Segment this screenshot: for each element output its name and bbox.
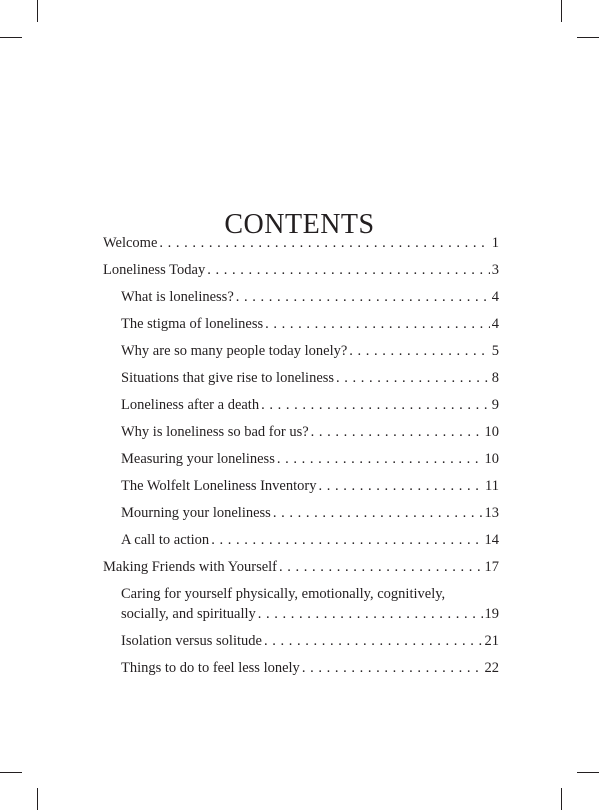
toc-entry-title: A call to action <box>121 532 210 548</box>
leader-dots <box>279 554 482 581</box>
toc-subentry[interactable] <box>121 581 499 628</box>
toc-entry-title: Mourning your loneliness <box>121 505 271 521</box>
toc-entry-title: Caring for yourself physically, emotionally, cognitively, <box>121 586 446 602</box>
leader-dots <box>265 311 490 338</box>
toc-entry-title: Loneliness after a death <box>121 397 260 413</box>
toc-entry-title: Situations that give rise to loneliness <box>121 370 335 386</box>
toc-entry-title: Making Friends with Yourself <box>103 559 278 575</box>
crop-mark <box>561 788 562 810</box>
toc-subentry[interactable] <box>121 338 499 365</box>
table-of-contents <box>103 230 499 682</box>
leader-dots <box>261 392 490 419</box>
toc-entry-page: 13 <box>484 505 499 521</box>
toc-entry-title: Isolation versus solitude <box>121 633 262 649</box>
leader-dots <box>264 628 483 655</box>
toc-entry-title: Why is loneliness so bad for us? <box>121 424 309 440</box>
leader-dots <box>159 230 489 257</box>
leader-dots <box>273 500 483 527</box>
toc-entry[interactable] <box>103 554 499 581</box>
toc-subentry[interactable] <box>121 284 499 311</box>
toc-entry-page: 4 <box>491 316 499 332</box>
toc-entry-page: 1 <box>491 235 499 251</box>
leader-dots <box>318 473 483 500</box>
toc-entry[interactable] <box>103 230 499 257</box>
toc-subentry[interactable] <box>121 392 499 419</box>
toc-subentry[interactable] <box>121 446 499 473</box>
toc-entry-title: What is loneliness? <box>121 289 234 305</box>
toc-entry-title: socially, and spiritually <box>121 606 256 622</box>
leader-dots <box>277 446 483 473</box>
crop-mark <box>577 772 599 773</box>
toc-entry-page: 4 <box>491 289 499 305</box>
toc-entry-title: The stigma of loneliness <box>121 316 264 332</box>
toc-subentry[interactable] <box>121 527 499 554</box>
toc-entry-title: Measuring your loneliness <box>121 451 275 467</box>
toc-subentry[interactable] <box>121 419 499 446</box>
toc-subentry[interactable] <box>121 311 499 338</box>
toc-entry-page: 5 <box>491 343 499 359</box>
leader-dots <box>311 419 483 446</box>
crop-mark <box>577 37 599 38</box>
page-title: CONTENTS <box>224 208 375 240</box>
toc-subentry[interactable] <box>121 655 499 682</box>
toc-subentry[interactable] <box>121 473 499 500</box>
leader-dots <box>236 284 490 311</box>
toc-entry-page: 17 <box>484 559 499 575</box>
toc-entry-page: 14 <box>484 532 499 548</box>
toc-entry-title: The Wolfelt Loneliness Inventory <box>121 478 317 494</box>
crop-mark <box>37 0 38 22</box>
leader-dots <box>211 527 482 554</box>
crop-mark <box>37 788 38 810</box>
toc-entry-page: 22 <box>484 660 499 676</box>
toc-entry-page: 10 <box>484 424 499 440</box>
toc-entry-title: Loneliness Today <box>103 262 206 278</box>
toc-subentry[interactable] <box>121 628 499 655</box>
toc-entry-page: 8 <box>491 370 499 386</box>
toc-subentry[interactable] <box>121 365 499 392</box>
crop-mark <box>0 772 22 773</box>
toc-entry-title: Welcome <box>103 235 158 251</box>
toc-entry-page: 21 <box>484 633 499 649</box>
leader-dots <box>302 655 483 682</box>
toc-entry-page: 19 <box>484 606 499 622</box>
leader-dots <box>349 338 489 365</box>
toc-subentry[interactable] <box>121 500 499 527</box>
toc-entry-page: 11 <box>485 478 499 494</box>
leader-dots <box>336 365 490 392</box>
toc-entry-title: Why are so many people today lonely? <box>121 343 348 359</box>
toc-entry-page: 3 <box>491 262 499 278</box>
leader-dots <box>207 257 490 284</box>
toc-entry-page: 10 <box>484 451 499 467</box>
toc-entry-title: Things to do to feel less lonely <box>121 660 300 676</box>
crop-mark <box>0 37 22 38</box>
crop-mark <box>561 0 562 22</box>
toc-entry-page: 9 <box>491 397 499 413</box>
toc-entry[interactable] <box>103 257 499 284</box>
leader-dots <box>258 604 483 624</box>
